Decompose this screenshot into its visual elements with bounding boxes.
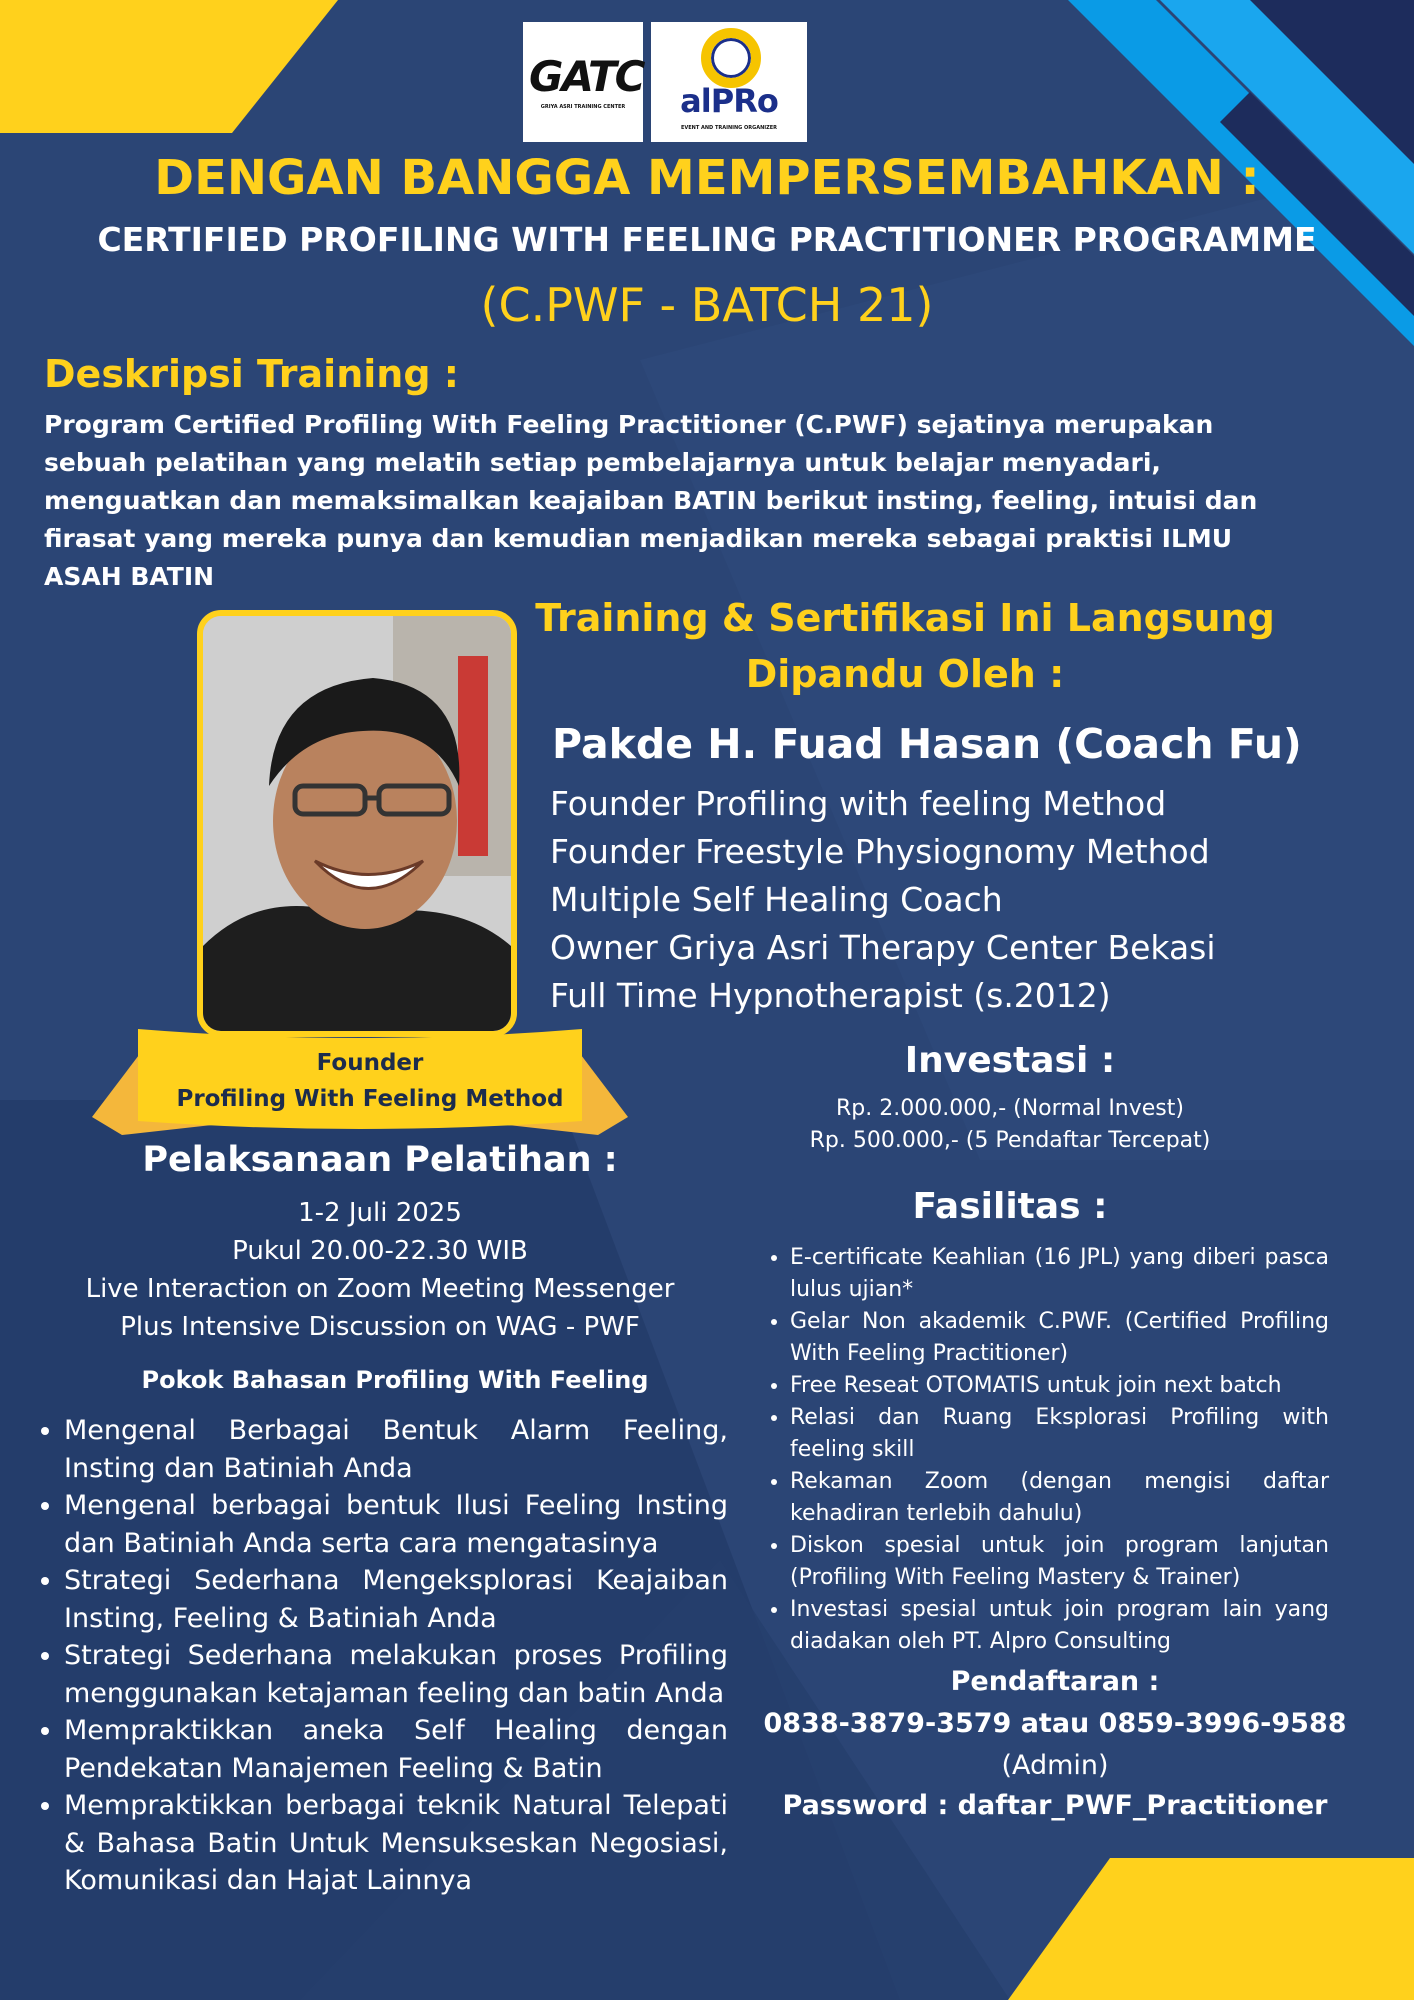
registration-phones: 0838-3879-3579 atau 0859-3996-9588 [763,1708,1347,1739]
coach-role: Founder Profiling with feeling Method [550,784,1167,823]
presents-heading: DENGAN BANGGA MEMPERSEMBAHKAN : [154,150,1260,206]
facility-item: • Investasi spesial untuk join program lain yang diadakan oleh PT. Alpro Consulting [790,1594,1329,1658]
trainer-portrait-illustration [203,616,511,1031]
topic-item: • Strategi Sederhana Mengeksplorasi Keajaiban Insting, Feeling & Batiniah Anda [64,1562,728,1637]
coach-name: Pakde H. Fuad Hasan (Coach Fu) [552,720,1302,768]
investasi-prices [740,1093,1280,1157]
coach-role: Owner Griya Asri Therapy Center Bekasi [550,928,1216,967]
facility-item: • Gelar Non akademik C.PWF. (Certified Profiling With Feeling Practitioner) [790,1306,1329,1370]
training-discussion: Plus Intensive Discussion on WAG - PWF [120,1312,640,1342]
founder-ribbon-text [140,1045,600,1117]
pelaksanaan-title: Pelaksanaan Pelatihan : [142,1140,618,1180]
facility-item: • Diskon spesial untuk join program lanjutan (Profiling With Feeling Mastery & Trainer) [790,1530,1329,1594]
topic-item: • Mempraktikkan aneka Self Healing dengan Pendekatan Manajemen Feeling & Batin [64,1712,728,1787]
pelaksanaan-details [30,1194,730,1346]
gatc-logo [523,22,643,142]
pendaftaran-title: Pendaftaran : [950,1666,1160,1697]
description-title: Deskripsi Training : [44,352,459,396]
coach-roles [550,780,1370,1020]
description-body: Program Certified Profiling With Feeling Practitioner (C.PWF) sejatinya merupakan sebuah pelatihan yang melatih setiap pembelajarnya untuk belajar menyadari, menguatkan dan memaksimalkan keajaiban BATIN berikut insting, feeling, intuisi dan firasat yang mereka punya dan kemudian menjadikan mereka sebagai praktisi ILMU ASAH BATIN [44,410,1258,591]
ribbon-line-founder: Founder [316,1050,424,1076]
alpro-ring-icon [701,28,761,88]
training-mode: Live Interaction on Zoom Meeting Messenger [85,1274,675,1304]
registration-admin-label: (Admin) [1001,1750,1109,1781]
program-title: CERTIFIED PROFILING WITH FEELING PRACTITIONER PROGRAMME [97,220,1317,259]
topic-item: • Strategi Sederhana melakukan proses Profiling menggunakan ketajaman feeling dan batin Anda [64,1637,728,1712]
alpro-logo-mark: alPRo [680,82,778,120]
alpro-logo [651,22,807,142]
registration-password: Password : daftar_PWF_Practitioner [782,1790,1328,1821]
coach-role: Full Time Hypnotherapist (s.2012) [550,976,1111,1015]
guided-by-heading: Training & Sertifikasi Ini Langsung Dipandu Oleh : [535,596,1275,696]
gatc-logo-mark: GATC [529,52,644,101]
gatc-logo-subtitle: GRIYA ASRI TRAINING CENTER [540,104,626,110]
facility-item: • E-certificate Keahlian (16 JPL) yang diberi pasca lulus ujian* [790,1242,1329,1306]
pokok-bahasan-title: Pokok Bahasan Profiling With Feeling [141,1366,649,1394]
fasilitas-list [760,1242,1329,1658]
investasi-title: Investasi : [904,1040,1116,1081]
topic-item: • Mengenal Berbagai Bentuk Alarm Feeling, Insting dan Batiniah Anda [64,1412,728,1487]
fasilitas-title: Fasilitas : [912,1186,1108,1227]
training-date: 1-2 Juli 2025 [298,1198,462,1228]
facility-item: • Rekaman Zoom (dengan mengisi daftar kehadiran terlebih dahulu) [790,1466,1329,1530]
facility-item: • Relasi dan Ruang Eksplorasi Profiling with feeling skill [790,1402,1329,1466]
batch-label: (C.PWF - BATCH 21) [480,278,934,332]
coach-role: Founder Freestyle Physiognomy Method [550,832,1210,871]
topic-item: • Mempraktikkan berbagai teknik Natural Telepati & Bahasa Batin Untuk Mensukseskan Negosiasi, Komunikasi dan Hajat Lainnya [64,1787,728,1900]
facility-item: • Free Reseat OTOMATIS untuk join next batch [790,1370,1329,1402]
price-early: Rp. 500.000,- (5 Pendaftar Tercepat) [809,1128,1211,1153]
coach-role: Multiple Self Healing Coach [550,880,1003,919]
alpro-logo-subtitle: EVENT AND TRAINING ORGANIZER [680,125,778,131]
pokok-bahasan-list [26,1412,728,1900]
price-normal: Rp. 2.000.000,- (Normal Invest) [836,1096,1184,1121]
ribbon-line-method: Profiling With Feeling Method [176,1086,564,1112]
trainer-photo [197,610,517,1037]
topic-item: • Mengenal berbagai bentuk Ilusi Feeling Insting dan Batiniah Anda serta cara mengatasinya [64,1487,728,1562]
training-time: Pukul 20.00-22.30 WIB [232,1236,528,1266]
